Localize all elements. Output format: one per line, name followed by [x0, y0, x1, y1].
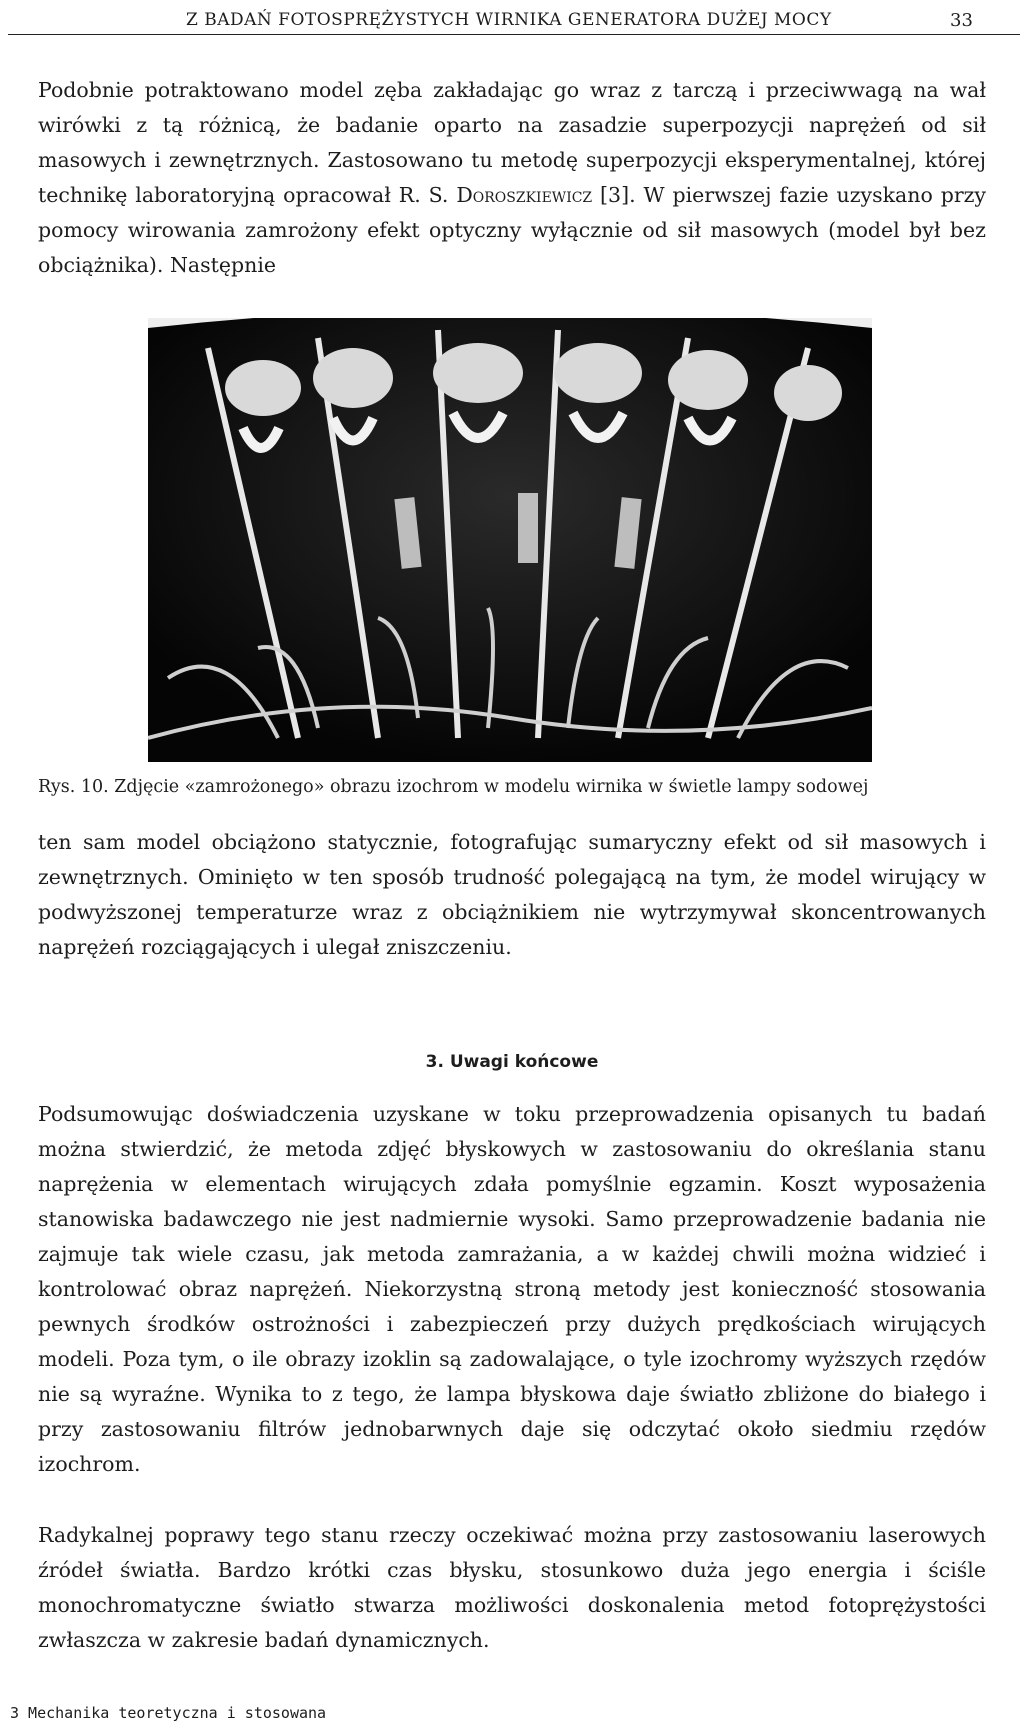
paragraph-4: Radykalnej poprawy tego stanu rzeczy oczekiwać można przy zastosowaniu laserowych źródeł światła. Bardzo krótki czas błysku, stosunkowo duża jego energia i ściśle monochromatyczne światło stwarza możliwości doskonalenia metod fotoprężystości zwłaszcza w zakresie badań dynamicznych.: [38, 1523, 986, 1652]
author-name: Doroszkiewicz: [456, 183, 593, 207]
running-title: Z BADAŃ FOTOSPRĘŻYSTYCH WIRNIKA GENERATORA DUŻEJ MOCY: [186, 10, 832, 30]
figure-caption: Rys. 10. Zdjęcie «zamrożonego» obrazu izochrom w modelu wirnika w świetle lampy sodowej: [38, 777, 869, 797]
page-number: 33: [950, 10, 973, 31]
rotor-teeth-photo: [148, 318, 872, 762]
section-heading: 3. Uwagi końcowe: [425, 1052, 599, 1072]
paragraph-2: ten sam model obciążono statycznie, fotografując sumaryczny efekt od sił masowych i zewnętrznych. Ominięto w ten sposób trudność polegającą na tym, że model wirujący w podwyższonej temperaturze wraz z obciążnikiem nie wytrzymywał skoncentrowanych naprężeń rozciągających i ulegał zniszczeniu.: [38, 830, 986, 959]
paragraph-1-text-b: [3]. W pierwszej fazie uzyskano przy pomocy wirowania zamrożony efekt optyczny wyłącznie od sił masowych (model był bez obciążnika). Następnie: [38, 183, 986, 277]
paragraph-1: [38, 73, 986, 283]
paragraph-1-text-a: Podobnie potraktowano model zęba zakładając go wraz z tarczą i przeciwwagą na wał wirówki z tą różnicą, że badanie oparto na zasadzie superpozycji naprężeń od sił masowych i zewnętrznych. Zastosowano tu metodę superpozycji eksperymentalnej, której technikę laboratoryjną opracował R. S.: [38, 78, 986, 207]
header-rule: [8, 34, 1020, 35]
photoelastic-figure: [148, 318, 872, 762]
paragraph-3: Podsumowując doświadczenia uzyskane w toku przeprowadzenia opisanych tu badań można stwierdzić, że metoda zdjęć błyskowych w zastosowaniu do określania stanu naprężenia w elementach wirujących zdała pomyślnie egzamin. Koszt wyposażenia stanowiska badawczego nie jest nadmiernie wysoki. Samo przeprowadzenie badania nie zajmuje tak wiele czasu, jak metoda zamrażania, a w każdej chwili można widzieć i kontrolować obraz naprężeń. Niekorzystną stroną metody jest konieczność stosowania pewnych środków ostrożności i zabezpieczeń przy dużych prędkościach wirujących modeli. Poza tym, o ile obrazy izoklin są zadowalające, o tyle izochromy wyższych rzędów nie są wyraźne. Wynika to z tego, że lampa błyskowa daje światło zbliżone do białego i przy zastosowaniu filtrów jednobarwnych daje się odczytać około siedmiu rzędów izochrom.: [38, 1102, 986, 1476]
page-footer: 3 Mechanika teoretyczna i stosowana: [10, 1704, 327, 1722]
